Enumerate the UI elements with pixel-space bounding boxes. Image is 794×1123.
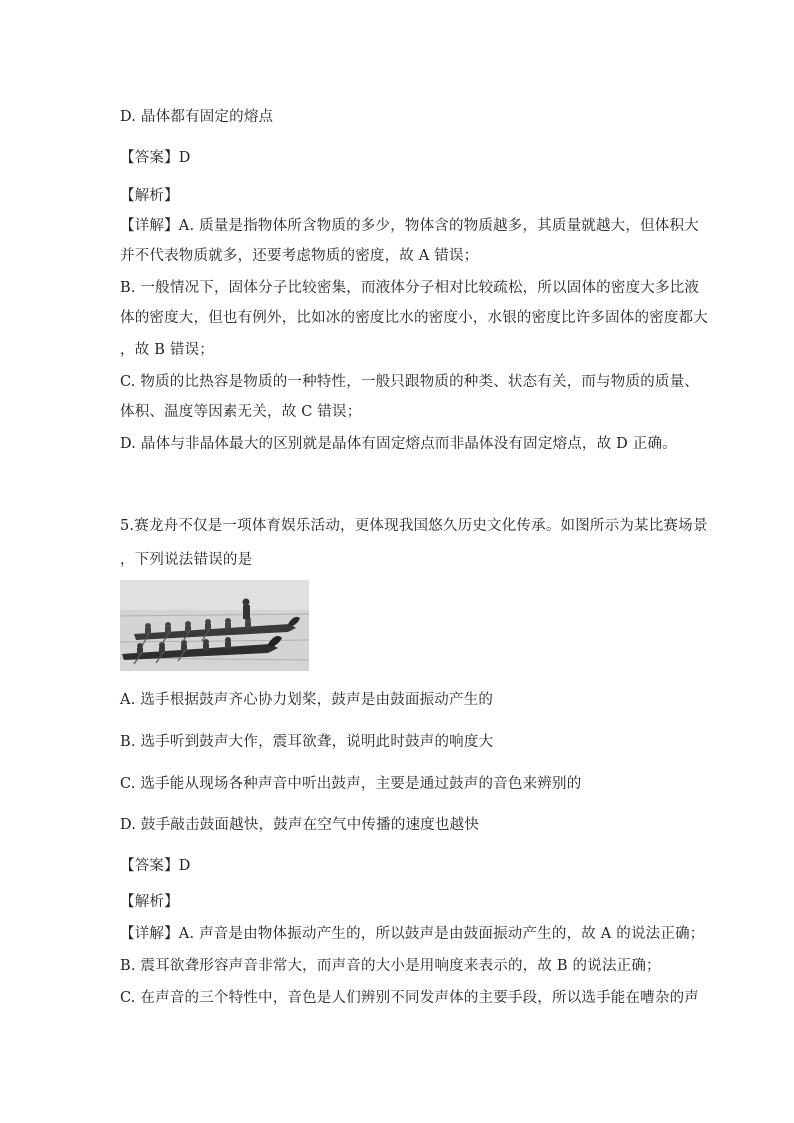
q4-explanation-line: 体的密度大，但也有例外，比如冰的密度比水的密度小，水银的密度比许多固体的密度都大	[120, 310, 708, 326]
q4-option-d: D. 晶体都有固定的熔点	[120, 109, 274, 125]
q5-explanation-line: B. 震耳欲聋形容声音非常大，而声音的大小是用响度来表示的，故 B 的说法正确；	[120, 958, 661, 974]
q4-explanation-line: ，故 B 错误；	[120, 342, 214, 358]
q5-option-d: D. 鼓手敲击鼓面越快，鼓声在空气中传播的速度也越快	[120, 817, 480, 833]
q5-analysis-heading: 【解析】	[120, 894, 179, 910]
q4-answer: 【答案】D	[120, 150, 191, 166]
q5-explanation-line: C. 在声音的三个特性中，音色是人们辨别不同发声体的主要手段，所以选手能在嘈杂的声	[120, 990, 699, 1006]
q4-explanation-line: B. 一般情况下，固体分子比较密集，而液体分子相对比较疏松，所以固体的密度大多比液	[120, 280, 700, 296]
q4-explanation-line: 体积、温度等因素无关，故 C 错误；	[120, 404, 362, 420]
q5-option-a: A. 选手根据鼓声齐心协力划桨，鼓声是由鼓面振动产生的	[120, 692, 494, 708]
q5-stem-line: 5.赛龙舟不仅是一项体育娱乐活动，更体现我国悠久历史文化传承。如图所示为某比赛场景	[120, 518, 708, 534]
q5-explanation-line: 【详解】A. 声音是由物体振动产生的，所以鼓声是由鼓面振动产生的，故 A 的说法正确；	[120, 926, 705, 942]
q5-stem-line: ，下列说法错误的是	[120, 552, 253, 568]
q5-option-c: C. 选手能从现场各种声音中听出鼓声，主要是通过鼓声的音色来辨别的	[120, 776, 582, 792]
q4-explanation-line: C. 物质的比热容是物质的一种特性，一般只跟物质的种类、状态有关，而与物质的质量、	[120, 374, 699, 390]
dragon-boat-race-photo	[120, 580, 309, 671]
q4-explanation-line: D. 晶体与非晶体最大的区别就是晶体有固定熔点而非晶体没有固定熔点，故 D 正确。	[120, 436, 677, 452]
q4-analysis-heading: 【解析】	[120, 188, 179, 204]
q4-explanation-line: 【详解】A. 质量是指物体所含物质的多少，物体含的物质越多，其质量就越大，但体积大	[120, 218, 699, 234]
q5-answer: 【答案】D	[120, 858, 191, 874]
q4-explanation-line: 并不代表物质就多，还要考虑物质的密度，故 A 错误；	[120, 248, 479, 264]
q5-option-b: B. 选手听到鼓声大作，震耳欲聋，说明此时鼓声的响度大	[120, 734, 494, 750]
